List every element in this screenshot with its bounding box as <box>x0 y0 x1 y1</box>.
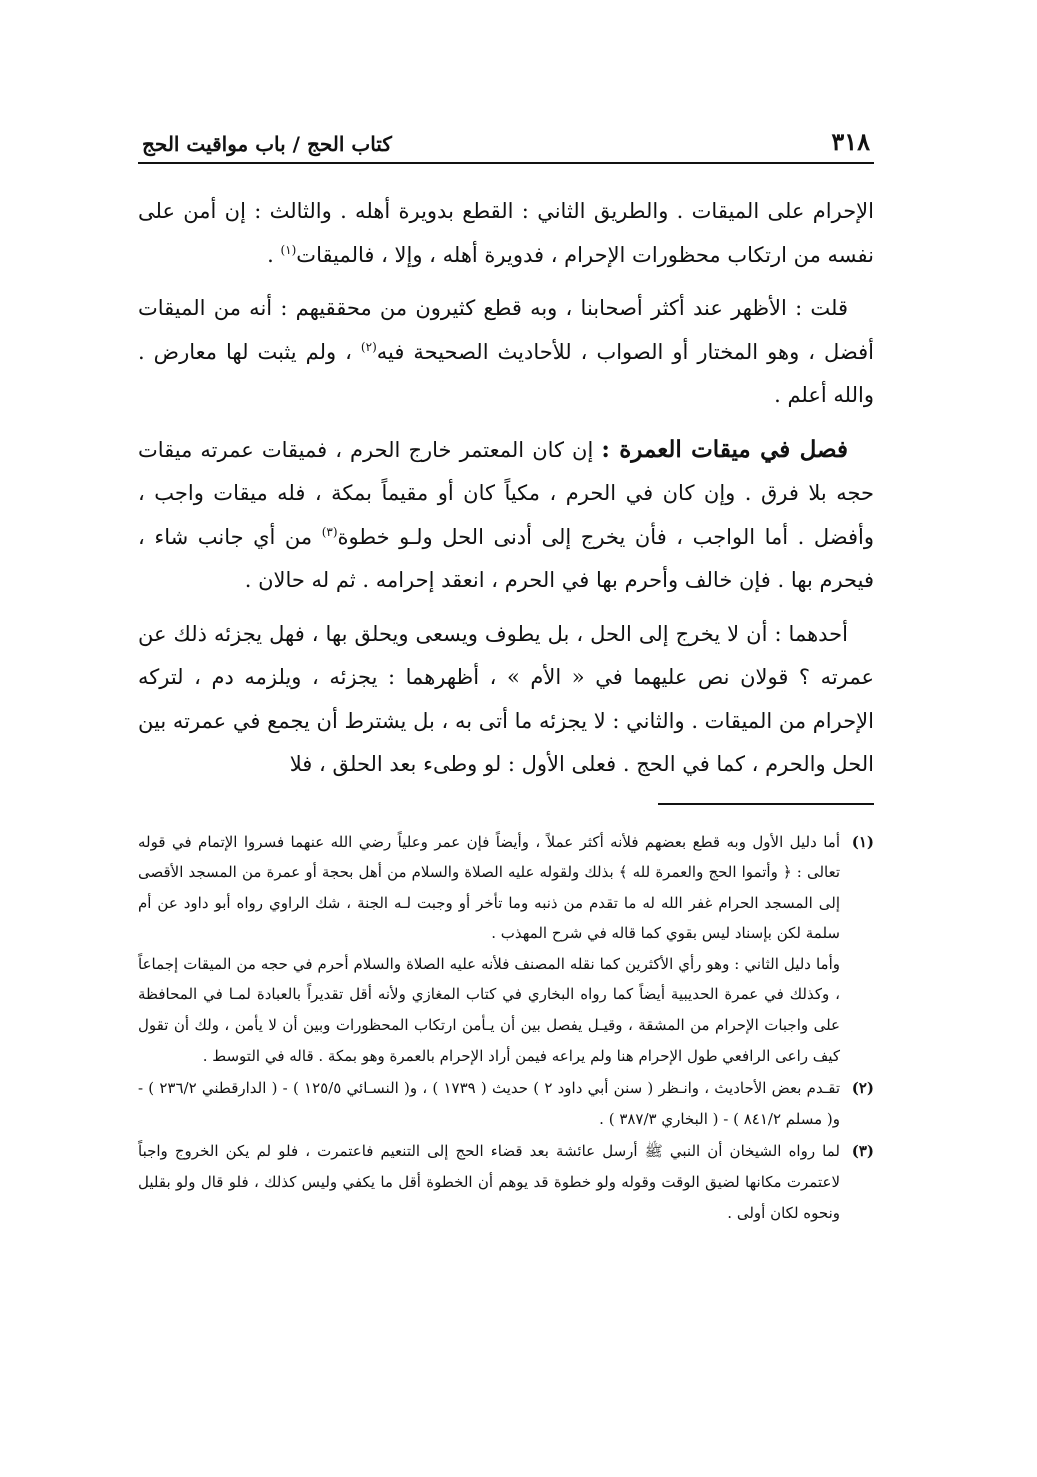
paragraph-4: أحدهما : أن لا يخرج إلى الحل ، بل يطوف ويسعى ويحلق بها ، فهل يجزئه ذلك عن عمرته ؟ قولان نص عليهما في « الأم » ، أظهرهما : يجزئه ، ويلزمه دم ، لتركه الإحرام من الميقات . والثاني : لا يجزئه ما أتى به ، بل يشترط أن يجمع في عمرته بين الحل والحرم ، كما في الحج . فعلى الأول : لو وطىء بعد الحلق ، فلا <box>138 621 874 776</box>
footnote-text: لما رواه الشيخان أن النبي ﷺ أرسل عائشة بعد قضاء الحج إلى التنعيم فاعتمرت ، فلو لم يكن الخروج واجباً لاعتمرت مكانها لضيق الوقت وقوله ولو خطوة قد يوهم أن الخطوة أقل ما يكفي وليس كذلك ، فلو قال ولو بقليل ونحوه لكان أولى . <box>138 1142 840 1222</box>
footnote-1 <box>138 827 874 1072</box>
footnote-separator <box>658 803 874 805</box>
main-text <box>138 190 874 787</box>
footnote-ref-2: (٢) <box>360 339 377 354</box>
footnote-text: وأما دليل الثاني : وهو رأي الأكثرين كما نقله المصنف فلأنه عليه الصلاة والسلام أحرم في حجه من الميقات إجماعاً ، وكذلك في عمرة الحديبية أيضاً كما رواه البخاري في كتاب المغازي ولأنه أقل تقديراً بالعبادة لمـا في المحافظة على واجبات الإحرام من المشقة ، وقيـل يفصل بين أن يـأمن ارتكاب المحظورات وبين أن لا يأمن ، ولك أن تقول كيف راعى الرافعي طول الإحرام هنا ولم يراعه فيمن أراد الإحرام بالعمرة وهو بمكة . قاله في التوسط . <box>138 954 840 1065</box>
footnote-text: أما دليل الأول وبه قطع بعضهم فلأنه أكثر عملاً ، وأيضاً فإن عمر وعلياً رضي الله عنهما فسروا الإتمام في قوله تعالى : ﴿ وأتموا الحج والعمرة لله ﴾ بذلك ولقوله عليه الصلاة والسلام من أهل بحجة أو عمرة من المسجد الأقصى إلى المسجد الحرام غفر الله له ما تقدم من ذنبه وما تأخر أو وجبت لـه الجنة ، شك الراوي رواه أبو داود عن أم سلمة لكن بإسناد ليس بقوي كما قاله في شرح المهذب . <box>138 832 840 943</box>
section-heading: فصل في ميقات العمرة : <box>601 435 848 463</box>
book-page <box>138 118 874 1230</box>
footnote-ref-3: (٣) <box>321 524 338 539</box>
page-number: ٣١٨ <box>831 127 870 156</box>
footnote-ref-1: (١) <box>280 242 297 257</box>
footnote-2 <box>138 1073 874 1134</box>
footnotes <box>138 827 874 1229</box>
paragraph-1: الإحرام على الميقات . والطريق الثاني : القطع بدويرة أهله . والثالث : إن أمن على نفسه من ارتكاب محظورات الإحرام ، فدويرة أهله ، وإلا ، فالميقات$^{(١)}$ . <box>138 199 874 267</box>
page-header <box>138 118 874 164</box>
footnote-number: (٢) <box>851 1079 874 1098</box>
footnote-3 <box>138 1136 874 1228</box>
footnote-text: تقـدم بعض الأحاديث ، وانـظر ( سنن أبي داود ٢ ) حديث ( ١٧٣٩ ) ، و( النسـائي ١٢٥/٥ ) - ( الدارقطني ٢٣٦/٢ ) - و( مسلم ٨٤١/٢ ) - ( البخاري ٣٨٧/٣ ) . <box>138 1079 840 1128</box>
running-title: كتاب الحج / باب مواقيت الحج <box>142 132 392 156</box>
paragraph-2: قلت : الأظهر عند أكثر أصحابنا ، وبه قطع كثيرون من محققيهم : أنه من الميقات أفضل ، وهو المختار أو الصواب ، للأحاديث الصحيحة فيه$^{(٢)}$ ، ولم يثبت لها معارض . والله أعلم . <box>138 296 874 407</box>
footnote-number: (١) <box>851 832 874 851</box>
paragraph-3: فصل في ميقات العمرة : إن كان المعتمر خارج الحرم ، فميقات عمرته ميقات حجه بلا فرق . وإن كان في الحرم ، مكياً كان أو مقيماً بمكة ، فله ميقات واجب ، وأفضل . أما الواجب ، فأن يخرج إلى أدنى الحل ولـو خطوة$^{(٣)}$ من أي جانب شاء ، فيحرم بها . فإن خالف وأحرم بها في الحرم ، انعقد إحرامه . ثم له حالان . <box>138 435 875 592</box>
footnote-number: (٣) <box>851 1142 874 1161</box>
